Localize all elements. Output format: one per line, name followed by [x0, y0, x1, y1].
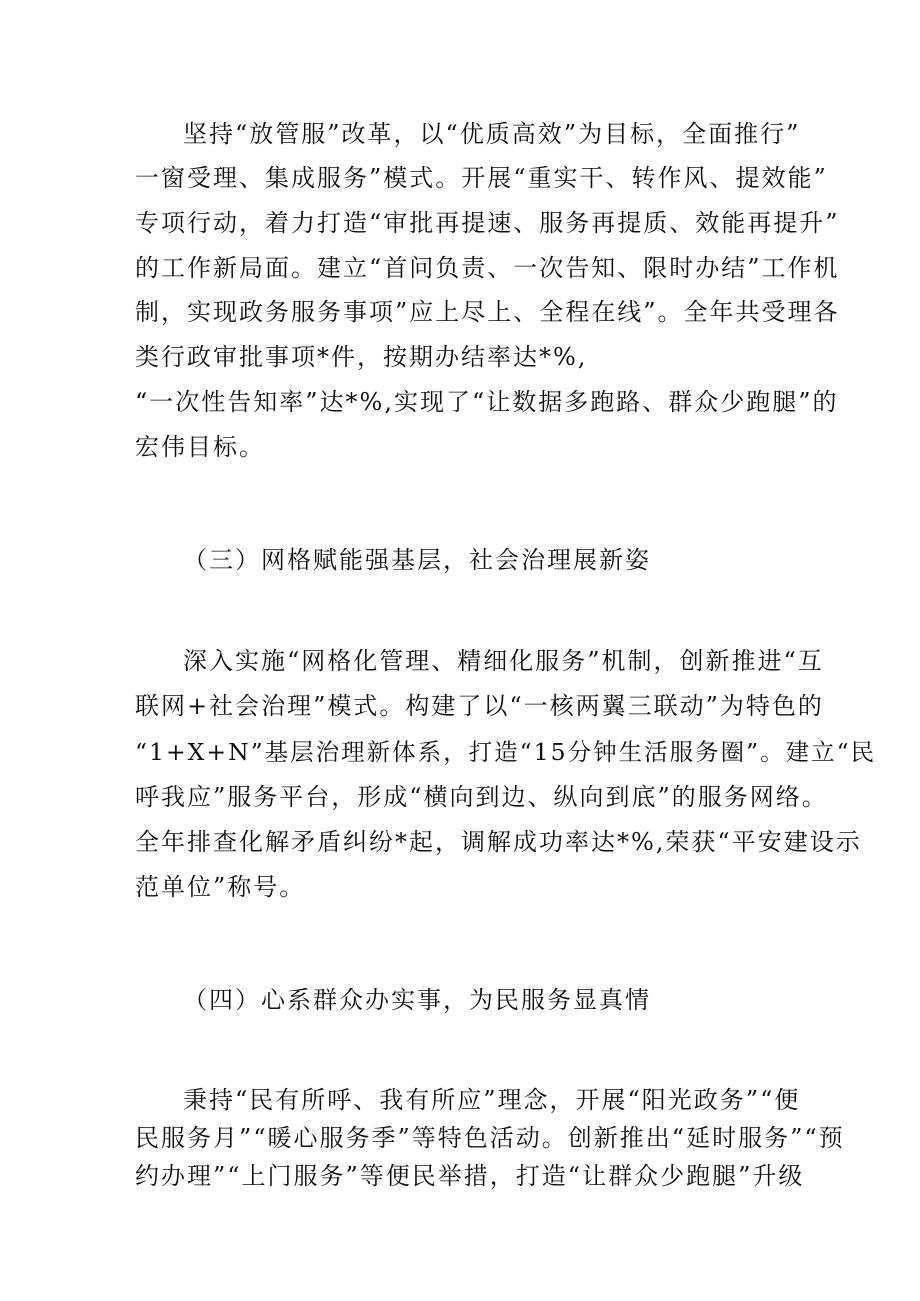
paragraph-1-line-4: 的工作新局面。建立“首问负责、一次告知、限时办结”工作机 — [135, 254, 840, 282]
paragraph-2-line-1: 深入实施“网格化管理、精细化服务”机制，创新推进“互 — [183, 647, 824, 675]
paragraph-2-line-6: 范单位”称号。 — [135, 873, 306, 901]
section-heading-3: （三）网格赋能强基层，社会治理展新姿 — [183, 546, 651, 574]
paragraph-1-line-8: 宏伟目标。 — [135, 433, 265, 461]
paragraph-2-line-4: 呼我应”服务平台，形成“横向到边、纵向到底”的服务网络。 — [135, 783, 828, 811]
paragraph-1-line-6: 类行政审批事项*件，按期办结率达*%, — [135, 343, 588, 371]
paragraph-1-line-1: 坚持“放管服”改革，以“优质高效”为目标，全面推行” — [183, 120, 801, 148]
paragraph-3-line-2: 民服务月”“暖心服务季”等特色活动。创新推出“延时服务”“预 — [135, 1124, 845, 1152]
paragraph-3-line-1: 秉持“民有所呼、我有所应”理念，开展“阳光政务”“便 — [183, 1086, 801, 1114]
section-heading-4: （四）心系群众办实事，为民服务显真情 — [183, 986, 651, 1014]
paragraph-3-line-3: 约办理”“上门服务”等便民举措，打造“让群众少跑腿”升级 — [135, 1162, 805, 1190]
paragraph-1-line-7: “一次性告知率”达*%,实现了“让数据多跑路、群众少跑腿”的 — [135, 388, 839, 416]
paragraph-2-line-2: 联网+社会治理”模式。构建了以“一核两翼三联动”为特色的 — [135, 692, 824, 720]
paragraph-1-line-2: 一窗受理、集成服务”模式。开展“重实干、转作风、提效能” — [135, 164, 828, 192]
paragraph-1-line-5: 制，实现政务服务事项”应上尽上、全程在线”。全年共受理各 — [135, 298, 840, 326]
paragraph-2-line-3: “1+X+N”基层治理新体系，打造“15分钟生活服务圈”。建立“民 — [135, 738, 877, 766]
paragraph-2-line-5: 全年排查化解矛盾纠纷*起，调解成功率达*%,荣获“平安建设示 — [135, 828, 862, 856]
paragraph-1-line-3: 专项行动，着力打造“审批再提速、服务再提质、效能再提升” — [135, 209, 840, 237]
